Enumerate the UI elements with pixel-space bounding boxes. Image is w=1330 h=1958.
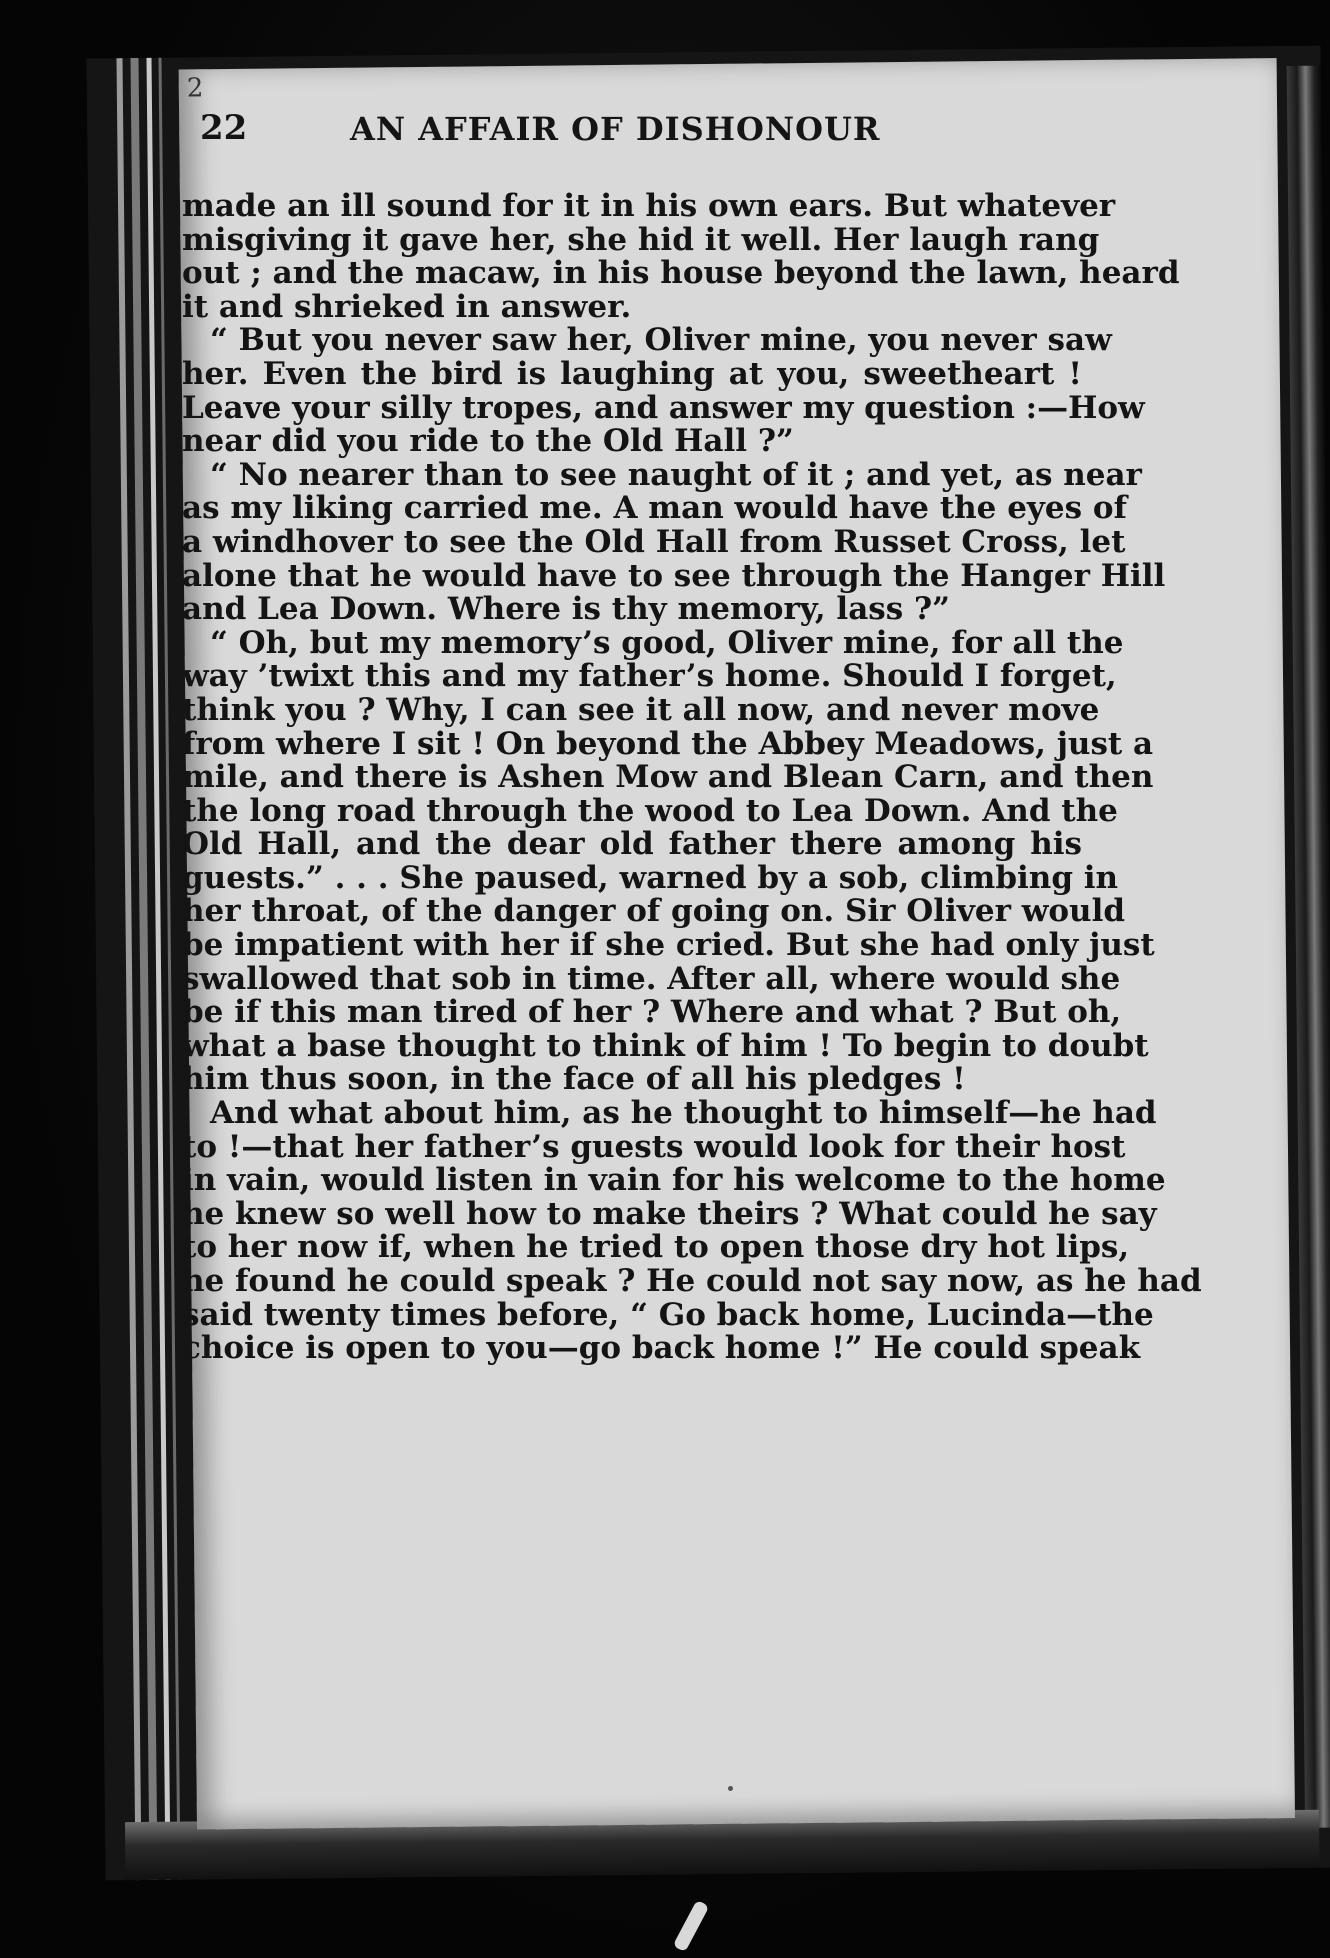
text-line: “ But you never saw her, Oliver mine, you never saw: [210, 322, 1112, 359]
corner-mark: 2: [186, 73, 204, 104]
text-line: a windhover to see the Old Hall from Russet Cross, let: [182, 523, 1126, 560]
text-line: her throat, of the danger of going on. Sir Oliver would: [182, 893, 1126, 930]
text-line: choice is open to you—go back home !” He could speak: [182, 1330, 1141, 1367]
text-line: “ No nearer than to see naught of it ; and yet, as near: [210, 456, 1142, 493]
text-line: to !—that her father’s guests would look for their host: [182, 1128, 1126, 1165]
running-head: [200, 108, 1100, 158]
text-line: her. Even the bird is laughing at you, sweetheart !: [182, 355, 1082, 392]
text-line: out ; and the macaw, in his house beyond the lawn, heard: [182, 255, 1180, 292]
text-line: and Lea Down. Where is thy memory, lass ?”: [182, 591, 950, 628]
text-line: said twenty times before, “ Go back home, Lucinda—the: [182, 1296, 1154, 1333]
text-line: guests.” . . . She paused, warned by a sob, climbing in: [182, 859, 1119, 896]
text-line: misgiving it gave her, she hid it well. Her laugh rang: [182, 221, 1100, 258]
text-line: from where I sit ! On beyond the Abbey Meadows, just a: [182, 725, 1154, 762]
text-line: what a base thought to think of him ! To begin to doubt: [182, 1027, 1149, 1064]
text-line: the long road through the wood to Lea Down. And the: [182, 792, 1118, 829]
text-line: as my liking carried me. A man would have the eyes of: [182, 490, 1127, 527]
dust-speck: [728, 1786, 733, 1791]
text-line: think you ? Why, I can see it all now, and never move: [182, 691, 1100, 728]
text-line: be if this man tired of her ? Where and what ? But oh,: [182, 994, 1122, 1031]
text-line: be impatient with her if she cried. But she had only just: [182, 927, 1155, 964]
text-line: Leave your silly tropes, and answer my question :—How: [182, 389, 1145, 426]
text-line: he knew so well how to make theirs ? What could he say: [182, 1195, 1157, 1232]
text-line: mile, and there is Ashen Mow and Blean Carn, and then: [182, 759, 1154, 796]
text-line: it and shrieked in answer.: [182, 288, 632, 325]
text-line: “ Oh, but my memory’s good, Oliver mine, for all the: [210, 624, 1124, 661]
body-text: [182, 188, 1202, 1367]
text-line: him thus soon, in the face of all his pledges !: [182, 1061, 966, 1098]
running-title: AN AFFAIR OF DISHONOUR: [350, 110, 881, 148]
text-line: he found he could speak ? He could not say now, as he had: [182, 1263, 1202, 1299]
text-line: Old Hall, and the dear old father there among his: [182, 826, 1082, 863]
text-line: And what about him, as he thought to himself—he had: [210, 1095, 1157, 1132]
text-line: in vain, would listen in vain for his welcome to the home: [182, 1162, 1166, 1199]
text-line: made an ill sound for it in his own ears. But whatever: [182, 188, 1116, 224]
text-line: swallowed that sob in time. After all, where would she: [182, 960, 1121, 997]
text-line: alone that he would have to see through the Hanger Hill: [182, 557, 1166, 594]
text-line: way ’twixt this and my father’s home. Should I forget,: [182, 658, 1117, 695]
page-number: 22: [200, 108, 248, 148]
text-line: near did you ride to the Old Hall ?”: [182, 423, 794, 460]
text-line: to her now if, when he tried to open those dry hot lips,: [182, 1229, 1130, 1266]
